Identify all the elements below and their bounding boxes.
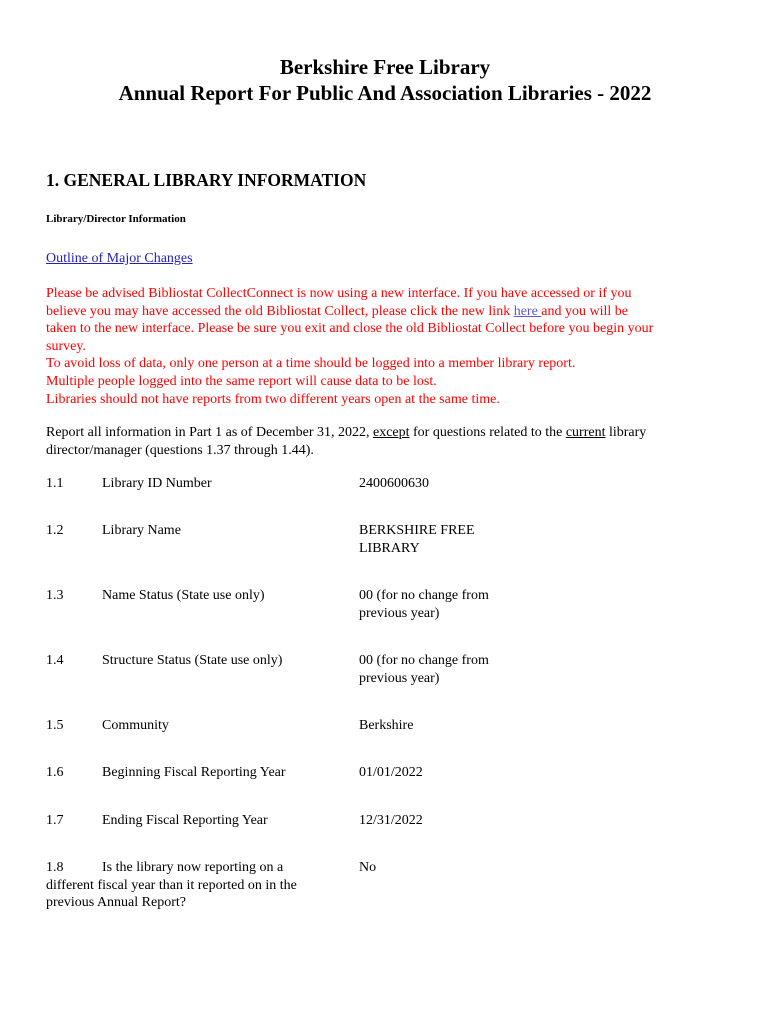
notice-text-part2: and you will be taken to the new interface. Please be sure you exit and close the old Bibliostat Collect before you begin your survey. [46,303,654,354]
notice-line-single-user: To avoid loss of data, only one person at a time should be logged into a member library report. [46,356,576,372]
report-note-current: current [565,425,606,440]
question-number: 1.2 [46,523,64,538]
question-value: 2400600630 [359,476,429,491]
question-label: Community [102,718,169,733]
question-value: 00 (for no change from previous year) [359,653,489,686]
question-value: 01/01/2022 [359,765,423,780]
question-label: Library Name [102,523,181,538]
notice-line-data-loss: Multiple people logged into the same report will cause data to be lost. [46,373,437,389]
report-note-part2: for questions related to the [409,425,566,440]
question-number: 1.1 [46,476,64,491]
question-label: Library ID Number [102,476,212,491]
outline-of-major-changes-link[interactable]: Outline of Major Changes [46,251,193,266]
question-value: 12/31/2022 [359,813,423,828]
question-label: Is the library now reporting on a different fiscal year than it reported on in the previous Annual Report? [46,860,297,911]
new-interface-link[interactable]: here [513,303,542,319]
question-label: Ending Fiscal Reporting Year [102,813,268,828]
question-number: 1.3 [46,588,64,603]
question-label: Name Status (State use only) [102,588,265,603]
report-note-part1: Report all information in Part 1 as of December 31, 2022, [46,425,373,440]
interface-notice [46,285,661,408]
question-label-block [46,859,326,912]
question-number: 1.7 [46,813,64,828]
library-title: Berkshire Free Library [279,55,491,79]
question-value: Berkshire [359,718,414,733]
report-instructions [46,424,661,459]
notice-text-part1: Please be advised Bibliostat CollectConnect is now using a new interface. If you have accessed or if you believe you may have accessed the old Bibliostat Collect, please click the new link [46,286,632,319]
question-number: 1.8 [46,860,64,875]
question-value: 00 (for no change from previous year) [359,588,489,621]
question-value: BERKSHIRE FREE LIBRARY [359,523,475,556]
report-title: Annual Report For Public And Association Libraries - 2022 [118,81,652,105]
question-number: 1.5 [46,718,64,733]
section-heading: 1. GENERAL LIBRARY INFORMATION [46,170,367,190]
question-value: No [359,860,377,875]
report-note-part3: library director/manager (questions 1.37 through 1.44). [46,425,647,458]
question-label: Structure Status (State use only) [102,653,283,668]
report-note-except: except [372,425,410,440]
question-number: 1.6 [46,765,64,780]
question-number: 1.4 [46,653,64,668]
section-subheading: Library/Director Information [46,213,186,225]
question-label: Beginning Fiscal Reporting Year [102,765,286,780]
notice-line-two-years: Libraries should not have reports from two different years open at the same time. [46,391,500,407]
